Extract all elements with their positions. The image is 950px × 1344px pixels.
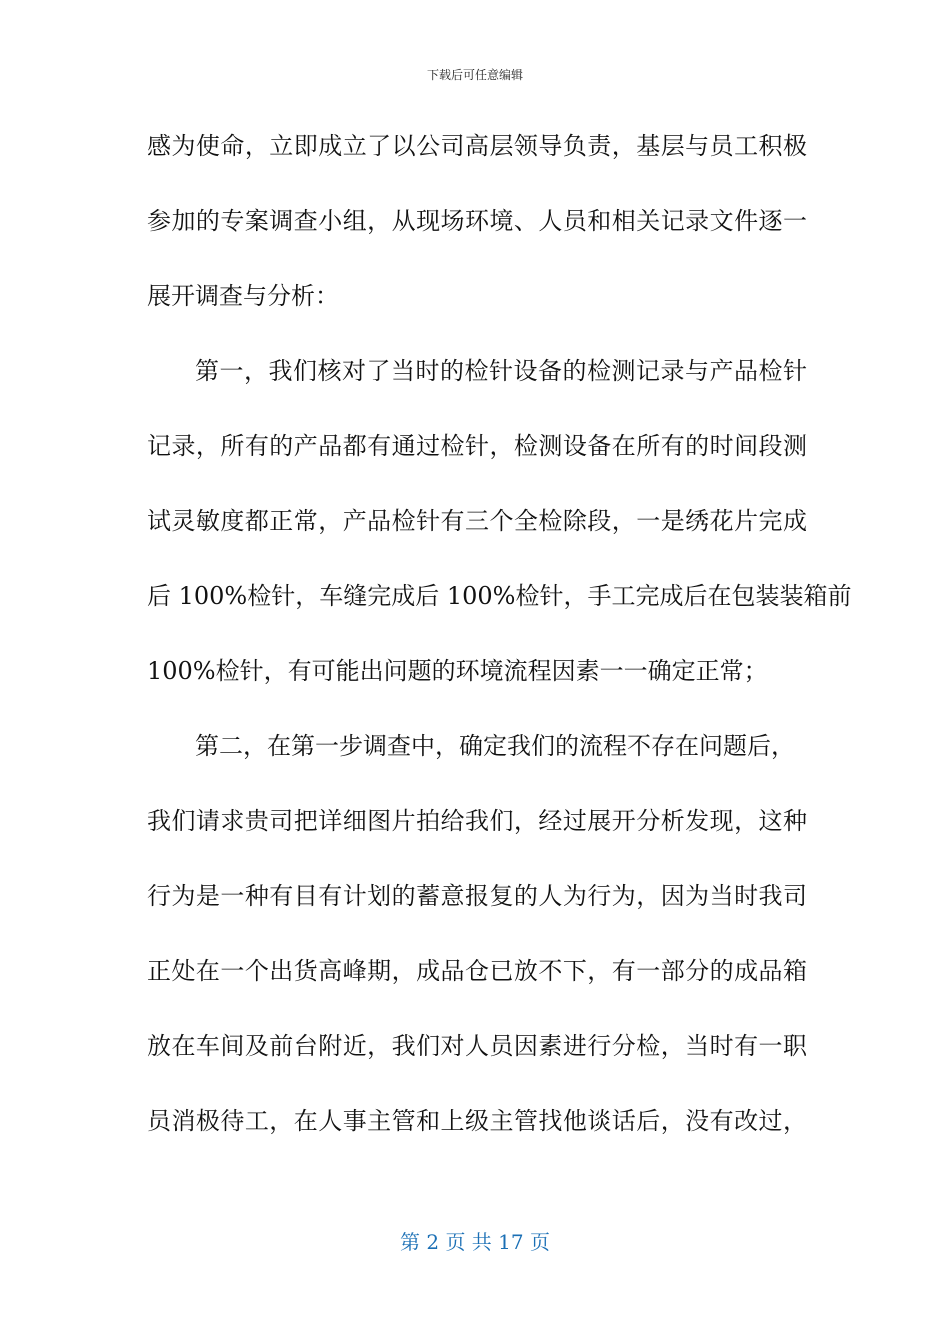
body-line-4: 第一，我们核对了当时的检针设备的检测记录与产品检针 <box>195 357 807 385</box>
body-line-7: 后 100%检针，车缝完成后 100%检针，手工完成后在包装装箱前 <box>147 582 852 610</box>
body-line-9: 第二，在第一步调查中，确定我们的流程不存在问题后， <box>195 732 795 760</box>
page-footer: 第 2 页 共 17 页 <box>400 1230 550 1254</box>
body-line-1: 感为使命，立即成立了以公司高层领导负责，基层与员工积极 <box>147 132 807 160</box>
body-line-2: 参加的专案调查小组，从现场环境、人员和相关记录文件逐一 <box>147 207 807 235</box>
body-line-10: 我们请求贵司把详细图片拍给我们，经过展开分析发现，这种 <box>147 807 807 835</box>
body-line-3: 展开调查与分析： <box>147 282 339 310</box>
body-line-5: 记录，所有的产品都有通过检针，检测设备在所有的时间段测 <box>147 432 807 460</box>
body-line-8: 100%检针，有可能出问题的环境流程因素一一确定正常； <box>147 657 768 685</box>
body-line-12: 正处在一个出货高峰期，成品仓已放不下，有一部分的成品箱 <box>147 957 807 985</box>
body-line-11: 行为是一种有目有计划的蓄意报复的人为行为，因为当时我司 <box>147 882 807 910</box>
body-line-6: 试灵敏度都正常，产品检针有三个全检除段，一是绣花片完成 <box>147 507 807 535</box>
body-line-14: 员消极待工，在人事主管和上级主管找他谈话后，没有改过， <box>147 1107 807 1135</box>
body-line-13: 放在车间及前台附近，我们对人员因素进行分检，当时有一职 <box>147 1032 807 1060</box>
page-header: 下载后可任意编辑 <box>426 68 523 82</box>
